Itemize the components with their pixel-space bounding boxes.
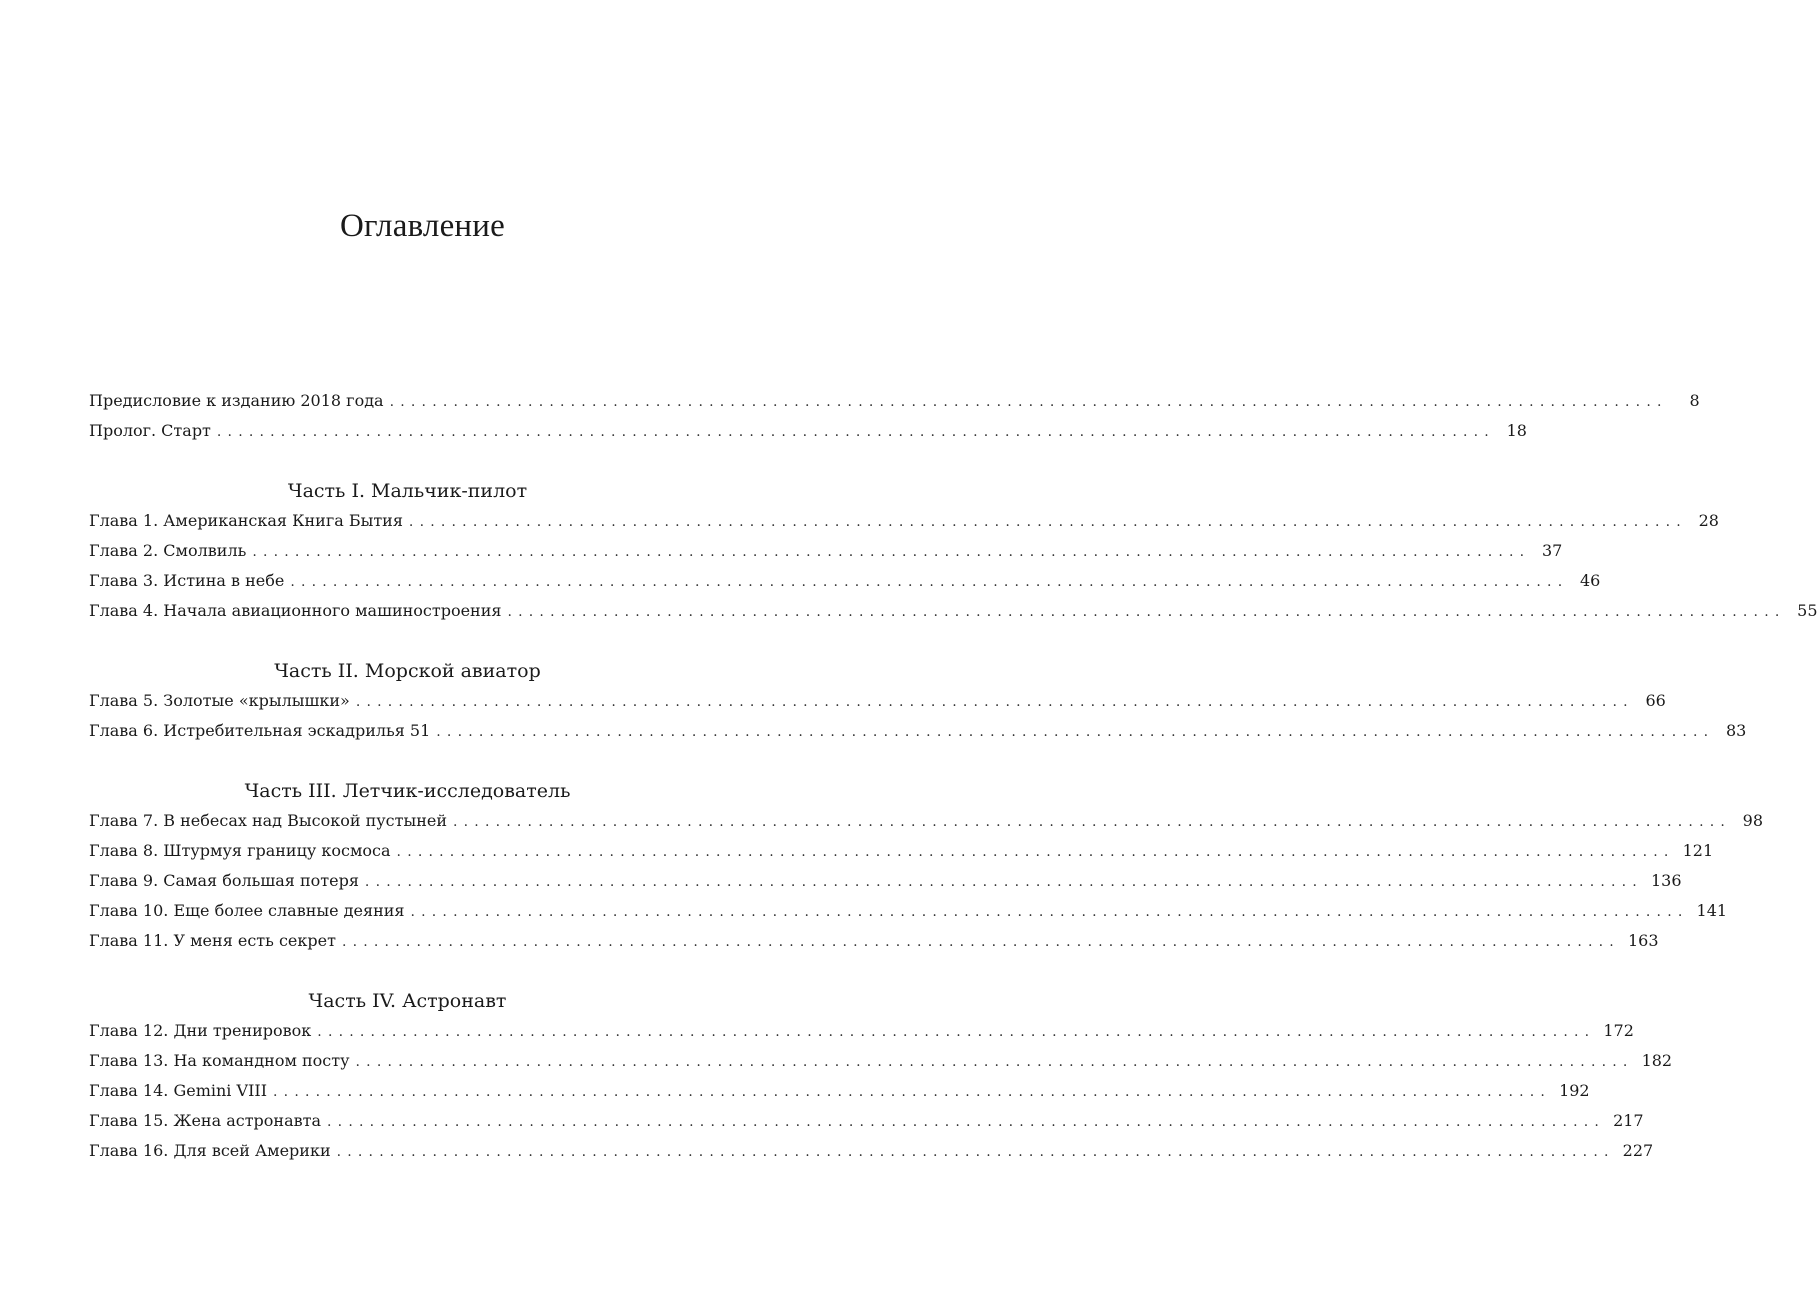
- toc-entry-page: 182: [1641, 1051, 1673, 1070]
- toc-entry-label: Глава 14. Gemini VIII: [89, 1081, 268, 1100]
- toc-entry: [89, 926, 1659, 956]
- toc-entry: [89, 866, 1682, 896]
- toc-entry-page: 141: [1696, 901, 1728, 920]
- toc-entry-label: Глава 16. Для всей Америки: [89, 1141, 331, 1160]
- leader-dots: ........................................................................................................................: [436, 724, 1715, 740]
- leader-dots: ........................................................................................................................: [355, 1054, 1634, 1070]
- table-of-contents: [89, 386, 1818, 1166]
- toc-entry-page: 66: [1645, 691, 1666, 710]
- toc-entry-label: Глава 2. Смолвиль: [89, 541, 247, 560]
- part-heading: Часть III. Летчик-исследователь: [244, 780, 571, 802]
- part-heading: Часть I. Мальчик-пилот: [287, 480, 528, 502]
- toc-entry-label: Глава 10. Еще более славные деяния: [89, 901, 405, 920]
- toc-entry-label: Глава 13. На командном посту: [89, 1051, 350, 1070]
- part-heading: Часть II. Морской авиатор: [274, 660, 541, 682]
- toc-entry-label: Глава 7. В небесах над Высокой пустыней: [89, 811, 447, 830]
- toc-entry: [89, 1016, 1634, 1046]
- leader-dots: ........................................................................................................................: [410, 904, 1689, 920]
- leader-dots: ........................................................................................................................: [336, 1144, 1615, 1160]
- toc-entry-label: Глава 6. Истребительная эскадрилья 51: [89, 721, 431, 740]
- leader-dots: ........................................................................................................................: [364, 874, 1643, 890]
- toc-entry: [89, 1076, 1590, 1106]
- leader-dots: ........................................................................................................................: [273, 1084, 1552, 1100]
- leader-dots: ........................................................................................................................: [396, 844, 1675, 860]
- leader-dots: ........................................................................................................................: [216, 424, 1495, 440]
- toc-entry-label: Глава 11. У меня есть секрет: [89, 931, 336, 950]
- leader-dots: ........................................................................................................................: [290, 574, 1569, 590]
- toc-entry: [89, 596, 1818, 626]
- leader-dots: ........................................................................................................................: [252, 544, 1531, 560]
- toc-entry-page: 121: [1682, 841, 1714, 860]
- toc-entry: [89, 1136, 1654, 1166]
- toc-entry: [89, 896, 1728, 926]
- toc-entry-label: Глава 1. Американская Книга Бытия: [89, 511, 403, 530]
- toc-entry-page: 83: [1725, 721, 1747, 740]
- toc-entry-label: Глава 15. Жена астронавта: [89, 1111, 322, 1130]
- toc-entry: [89, 806, 1764, 836]
- toc-entry: [89, 536, 1563, 566]
- toc-entry-page: 55: [1797, 601, 1818, 620]
- leader-dots: ........................................................................................................................: [341, 934, 1620, 950]
- toc-entry-page: 163: [1627, 931, 1659, 950]
- toc-entry: [89, 716, 1747, 746]
- toc-entry-page: 227: [1622, 1141, 1654, 1160]
- toc-entry-label: Предисловие к изданию 2018 года: [89, 391, 384, 410]
- toc-entry-label: Глава 9. Самая большая потеря: [89, 871, 359, 890]
- toc-entry-label: Глава 3. Истина в небе: [89, 571, 285, 590]
- page-title: Оглавление: [339, 208, 506, 244]
- part-heading: Часть IV. Астронавт: [308, 990, 507, 1012]
- toc-entry-page: 136: [1650, 871, 1682, 890]
- toc-entry: [89, 386, 1700, 416]
- leader-dots: ........................................................................................................................: [389, 394, 1668, 410]
- toc-entry-label: Глава 8. Штурмуя границу космоса: [89, 841, 391, 860]
- leader-dots: ........................................................................................................................: [408, 514, 1687, 530]
- toc-entry-label: Глава 4. Начала авиационного машиностроения: [89, 601, 502, 620]
- toc-entry: [89, 506, 1719, 536]
- toc-entry: [89, 836, 1714, 866]
- leader-dots: ........................................................................................................................: [317, 1024, 1596, 1040]
- toc-entry-page: 18: [1506, 421, 1527, 440]
- leader-dots: ........................................................................................................................: [355, 694, 1634, 710]
- toc-entry: [89, 1106, 1644, 1136]
- toc-entry-page: 172: [1603, 1021, 1634, 1040]
- toc-entry-page: 46: [1580, 571, 1601, 590]
- toc-entry: [89, 416, 1527, 446]
- toc-entry-page: 28: [1698, 511, 1719, 530]
- toc-entry: [89, 1046, 1673, 1076]
- toc-entry-page: 37: [1541, 541, 1563, 560]
- toc-entry-page: 192: [1559, 1081, 1590, 1100]
- leader-dots: ........................................................................................................................: [327, 1114, 1606, 1130]
- leader-dots: ........................................................................................................................: [507, 604, 1786, 620]
- toc-entry-page: 98: [1742, 811, 1764, 830]
- toc-entry-page: 8: [1689, 391, 1700, 410]
- toc-entry-label: Глава 12. Дни тренировок: [89, 1021, 312, 1040]
- toc-entry-page: 217: [1613, 1111, 1644, 1130]
- leader-dots: ........................................................................................................................: [453, 814, 1732, 830]
- toc-entry: [89, 566, 1601, 596]
- toc-entry-label: Глава 5. Золотые «крылышки»: [89, 691, 350, 710]
- toc-entry-label: Пролог. Старт: [89, 421, 211, 440]
- toc-entry: [89, 686, 1666, 716]
